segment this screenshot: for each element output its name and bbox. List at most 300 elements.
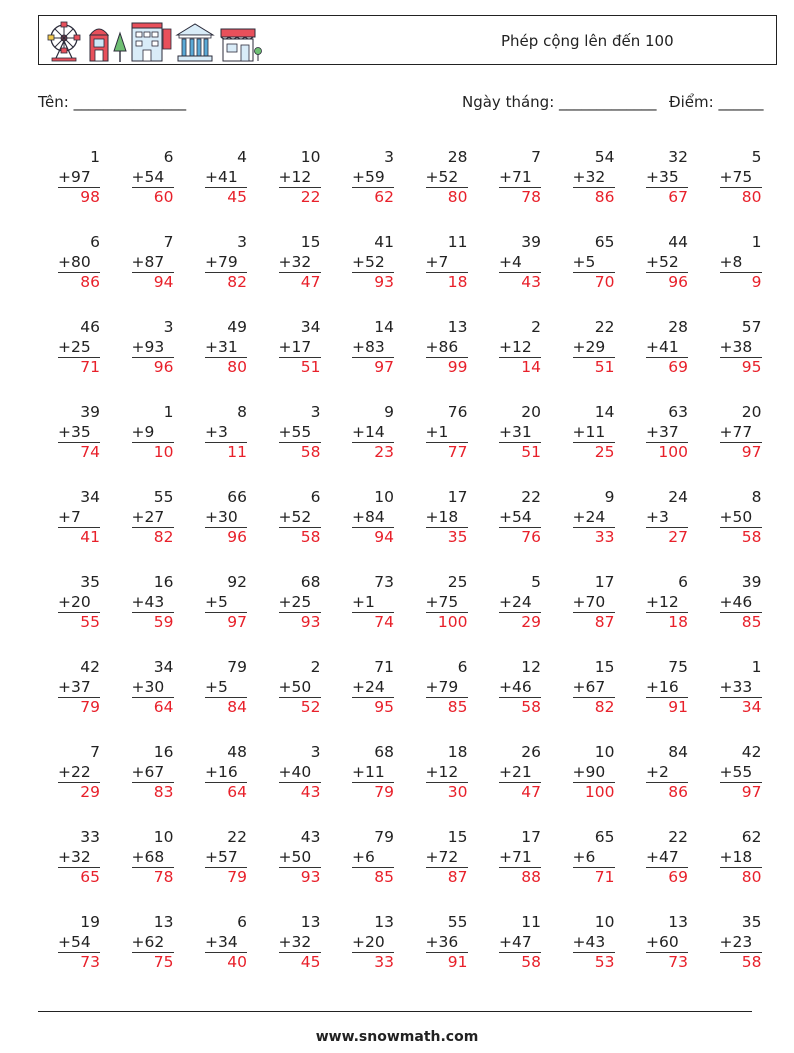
first-addend: 22 [668, 828, 688, 846]
second-addend: +11 [572, 422, 606, 441]
addition-problem [499, 743, 541, 802]
first-addend: 22 [227, 828, 247, 846]
addition-problem [499, 403, 541, 462]
answer-sum: 33 [352, 952, 394, 972]
worksheet-title: Phép cộng lên đến 100 [501, 32, 674, 50]
answer-sum: 94 [352, 527, 394, 547]
first-addend: 16 [153, 743, 174, 761]
second-addend: +3 [646, 507, 669, 526]
addition-problem [646, 233, 688, 292]
second-addend: +93 [131, 337, 165, 356]
addition-problem [58, 148, 100, 207]
answer-sum: 86 [58, 272, 100, 292]
second-addend: +97 [58, 167, 91, 186]
answer-sum: 60 [132, 187, 174, 207]
addition-problem [573, 233, 615, 292]
addition-problem [352, 658, 394, 717]
answer-sum: 52 [279, 697, 321, 717]
problem-row [38, 318, 778, 403]
addition-problem [646, 913, 688, 972]
addition-problem [352, 573, 394, 632]
addition-problem [58, 573, 100, 632]
addition-problem [132, 743, 174, 802]
answer-sum: 99 [426, 357, 468, 377]
first-addend: 14 [594, 403, 615, 421]
addition-problem [426, 318, 468, 377]
first-addend: 62 [741, 828, 762, 846]
addition-problem [426, 233, 468, 292]
answer-sum: 33 [573, 527, 615, 547]
addition-problem [499, 913, 541, 972]
addition-problem [132, 913, 174, 972]
answer-sum: 86 [573, 187, 615, 207]
answer-sum: 79 [205, 867, 247, 887]
answer-sum: 93 [352, 272, 394, 292]
second-addend: +54 [58, 932, 91, 951]
first-addend: 28 [668, 318, 688, 336]
addition-problem [352, 488, 394, 547]
second-addend: +35 [58, 422, 91, 441]
addition-problem [646, 488, 688, 547]
second-addend: +17 [278, 337, 312, 356]
first-addend: 49 [227, 318, 247, 336]
answer-sum: 91 [426, 952, 468, 972]
first-addend: 39 [80, 403, 100, 421]
second-addend: +12 [646, 592, 679, 611]
first-addend: 10 [300, 148, 321, 166]
first-addend: 17 [521, 828, 541, 846]
addition-problem [573, 743, 615, 802]
answer-sum: 95 [352, 697, 394, 717]
answer-sum: 30 [426, 782, 468, 802]
addition-problem [426, 743, 468, 802]
first-addend: 79 [374, 828, 394, 846]
answer-sum: 29 [499, 612, 541, 632]
answer-sum: 51 [279, 357, 321, 377]
first-addend: 12 [521, 658, 541, 676]
first-addend: 57 [741, 318, 762, 336]
answer-sum: 62 [352, 187, 394, 207]
addition-problem [573, 828, 615, 887]
answer-sum: 93 [279, 612, 321, 632]
first-addend: 55 [153, 488, 174, 506]
answer-sum: 74 [352, 612, 394, 632]
problem-row [38, 148, 778, 233]
answer-sum: 84 [205, 697, 247, 717]
problem-grid [38, 148, 778, 998]
second-addend: +75 [425, 592, 459, 611]
first-addend: 26 [521, 743, 541, 761]
addition-problem [573, 403, 615, 462]
first-addend: 92 [227, 573, 247, 591]
second-addend: +40 [278, 762, 312, 781]
addition-problem [646, 828, 688, 887]
answer-sum: 97 [205, 612, 247, 632]
second-addend: +38 [719, 337, 753, 356]
header-icons [43, 19, 263, 63]
second-addend: +25 [278, 592, 312, 611]
first-addend: 39 [521, 233, 541, 251]
addition-problem [279, 828, 321, 887]
second-addend: +54 [499, 507, 532, 526]
first-addend: 35 [741, 913, 762, 931]
answer-sum: 65 [58, 867, 100, 887]
second-addend: +46 [719, 592, 753, 611]
addition-problem [352, 148, 394, 207]
first-addend: 35 [80, 573, 100, 591]
first-addend: 18 [447, 743, 468, 761]
second-addend: +47 [499, 932, 532, 951]
second-addend: +46 [499, 677, 532, 696]
second-addend: +34 [205, 932, 238, 951]
answer-sum: 29 [58, 782, 100, 802]
answer-sum: 47 [279, 272, 321, 292]
addition-problem [573, 318, 615, 377]
second-addend: +41 [646, 337, 679, 356]
addition-problem [352, 828, 394, 887]
answer-sum: 18 [646, 612, 688, 632]
addition-problem [205, 573, 247, 632]
second-addend: +22 [58, 762, 91, 781]
second-addend: +70 [572, 592, 606, 611]
answer-sum: 18 [426, 272, 468, 292]
answer-sum: 83 [132, 782, 174, 802]
first-addend: 8 [237, 403, 247, 421]
addition-problem [499, 148, 541, 207]
answer-sum: 23 [352, 442, 394, 462]
second-addend: +43 [572, 932, 606, 951]
addition-problem [205, 318, 247, 377]
first-addend: 3 [310, 743, 321, 761]
first-addend: 11 [447, 233, 468, 251]
answer-sum: 34 [720, 697, 762, 717]
first-addend: 20 [741, 403, 762, 421]
second-addend: +16 [646, 677, 679, 696]
second-addend: +5 [572, 252, 596, 271]
first-addend: 10 [374, 488, 394, 506]
answer-sum: 78 [499, 187, 541, 207]
apartment-building-icon [129, 19, 173, 63]
addition-problem [279, 658, 321, 717]
date-field-label: Ngày tháng: _____________ [462, 93, 657, 111]
first-addend: 68 [374, 743, 394, 761]
answer-sum: 22 [279, 187, 321, 207]
ferris-wheel-icon [43, 21, 85, 63]
first-addend: 43 [300, 828, 321, 846]
addition-problem [279, 148, 321, 207]
addition-problem [132, 403, 174, 462]
addition-problem [499, 233, 541, 292]
answer-sum: 64 [205, 782, 247, 802]
second-addend: +5 [205, 592, 228, 611]
second-addend: +2 [646, 762, 669, 781]
first-addend: 34 [300, 318, 321, 336]
footer-website: www.snowmath.com [315, 1029, 479, 1045]
addition-problem [426, 403, 468, 462]
addition-problem [352, 913, 394, 972]
addition-problem [499, 658, 541, 717]
first-addend: 3 [237, 233, 247, 251]
first-addend: 7 [531, 148, 541, 166]
answer-sum: 85 [720, 612, 762, 632]
problem-row [38, 488, 778, 573]
red-booth-icon [87, 23, 111, 63]
addition-problem [58, 743, 100, 802]
second-addend: +9 [131, 422, 155, 441]
second-addend: +84 [352, 507, 385, 526]
second-addend: +23 [719, 932, 753, 951]
addition-problem [720, 233, 762, 292]
problem-row [38, 573, 778, 658]
answer-sum: 85 [352, 867, 394, 887]
addition-problem [58, 913, 100, 972]
addition-problem [646, 318, 688, 377]
first-addend: 3 [163, 318, 174, 336]
first-addend: 3 [310, 403, 321, 421]
problem-row [38, 233, 778, 318]
score-field-label: Điểm: ______ [669, 93, 764, 111]
addition-problem [279, 403, 321, 462]
second-addend: +32 [278, 932, 312, 951]
addition-problem [132, 658, 174, 717]
first-addend: 79 [227, 658, 247, 676]
answer-sum: 58 [720, 952, 762, 972]
addition-problem [205, 148, 247, 207]
answer-sum: 53 [573, 952, 615, 972]
addition-problem [205, 913, 247, 972]
first-addend: 68 [300, 573, 321, 591]
addition-problem [205, 658, 247, 717]
name-field-label: Tên: _______________ [38, 93, 187, 111]
answer-sum: 51 [573, 357, 615, 377]
answer-sum: 82 [205, 272, 247, 292]
addition-problem [720, 913, 762, 972]
second-addend: +5 [205, 677, 228, 696]
worksheet-header [38, 15, 777, 65]
answer-sum: 79 [352, 782, 394, 802]
first-addend: 6 [457, 658, 468, 676]
answer-sum: 91 [646, 697, 688, 717]
second-addend: +33 [719, 677, 753, 696]
addition-problem [573, 913, 615, 972]
first-addend: 22 [521, 488, 541, 506]
answer-sum: 87 [573, 612, 615, 632]
addition-problem [573, 658, 615, 717]
answer-sum: 55 [58, 612, 100, 632]
second-addend: +75 [719, 167, 753, 186]
second-addend: +37 [646, 422, 679, 441]
first-addend: 10 [153, 828, 174, 846]
addition-problem [720, 318, 762, 377]
first-addend: 10 [594, 913, 615, 931]
first-addend: 6 [90, 233, 100, 251]
second-addend: +6 [352, 847, 375, 866]
answer-sum: 85 [426, 697, 468, 717]
answer-sum: 97 [352, 357, 394, 377]
first-addend: 15 [300, 233, 321, 251]
addition-problem [279, 488, 321, 547]
first-addend: 55 [447, 913, 468, 931]
answer-sum: 82 [132, 527, 174, 547]
addition-problem [205, 403, 247, 462]
first-addend: 9 [384, 403, 394, 421]
second-addend: +52 [278, 507, 312, 526]
second-addend: +30 [131, 677, 165, 696]
first-addend: 39 [741, 573, 762, 591]
answer-sum: 96 [205, 527, 247, 547]
answer-sum: 80 [426, 187, 468, 207]
answer-sum: 59 [132, 612, 174, 632]
first-addend: 48 [227, 743, 247, 761]
addition-problem [426, 148, 468, 207]
first-addend: 25 [447, 573, 468, 591]
second-addend: +55 [719, 762, 753, 781]
first-addend: 13 [668, 913, 688, 931]
second-addend: +79 [425, 677, 459, 696]
addition-problem [720, 573, 762, 632]
first-addend: 46 [80, 318, 100, 336]
answer-sum: 86 [646, 782, 688, 802]
first-addend: 84 [668, 743, 688, 761]
addition-problem [132, 233, 174, 292]
first-addend: 6 [310, 488, 321, 506]
answer-sum: 14 [499, 357, 541, 377]
second-addend: +7 [58, 507, 81, 526]
second-addend: +29 [572, 337, 606, 356]
answer-sum: 64 [132, 697, 174, 717]
second-addend: +43 [131, 592, 165, 611]
answer-sum: 58 [499, 697, 541, 717]
answer-sum: 82 [573, 697, 615, 717]
first-addend: 65 [594, 233, 615, 251]
answer-sum: 58 [720, 527, 762, 547]
addition-problem [646, 658, 688, 717]
answer-sum: 78 [132, 867, 174, 887]
second-addend: +11 [352, 762, 385, 781]
addition-problem [279, 913, 321, 972]
first-addend: 1 [90, 148, 100, 166]
addition-problem [426, 658, 468, 717]
bank-building-icon [175, 21, 215, 63]
footer-divider [38, 1011, 752, 1012]
answer-sum: 11 [205, 442, 247, 462]
second-addend: +35 [646, 167, 679, 186]
problem-row [38, 913, 778, 998]
addition-problem [720, 743, 762, 802]
answer-sum: 97 [720, 782, 762, 802]
first-addend: 9 [604, 488, 615, 506]
first-addend: 2 [531, 318, 541, 336]
first-addend: 75 [668, 658, 688, 676]
addition-problem [573, 148, 615, 207]
second-addend: +12 [425, 762, 459, 781]
first-addend: 11 [521, 913, 541, 931]
answer-sum: 80 [720, 187, 762, 207]
second-addend: +50 [278, 847, 312, 866]
addition-problem [646, 743, 688, 802]
second-addend: +57 [205, 847, 238, 866]
answer-sum: 58 [279, 442, 321, 462]
addition-problem [132, 488, 174, 547]
answer-sum: 41 [58, 527, 100, 547]
addition-problem [58, 828, 100, 887]
problem-row [38, 403, 778, 488]
first-addend: 63 [668, 403, 688, 421]
addition-problem [499, 828, 541, 887]
first-addend: 44 [668, 233, 688, 251]
second-addend: +41 [205, 167, 238, 186]
answer-sum: 97 [720, 442, 762, 462]
answer-sum: 40 [205, 952, 247, 972]
answer-sum: 67 [646, 187, 688, 207]
second-addend: +50 [719, 507, 753, 526]
second-addend: +24 [572, 507, 606, 526]
first-addend: 2 [310, 658, 321, 676]
first-addend: 54 [594, 148, 615, 166]
second-addend: +24 [352, 677, 385, 696]
second-addend: +20 [352, 932, 385, 951]
first-addend: 13 [374, 913, 394, 931]
answer-sum: 69 [646, 357, 688, 377]
answer-sum: 88 [499, 867, 541, 887]
second-addend: +50 [278, 677, 312, 696]
second-addend: +3 [205, 422, 228, 441]
addition-problem [279, 233, 321, 292]
addition-problem [499, 318, 541, 377]
answer-sum: 35 [426, 527, 468, 547]
answer-sum: 80 [720, 867, 762, 887]
addition-problem [426, 828, 468, 887]
first-addend: 42 [741, 743, 762, 761]
first-addend: 34 [80, 488, 100, 506]
first-addend: 17 [594, 573, 615, 591]
second-addend: +14 [352, 422, 385, 441]
second-addend: +52 [352, 252, 385, 271]
addition-problem [573, 488, 615, 547]
answer-sum: 71 [573, 867, 615, 887]
second-addend: +52 [646, 252, 679, 271]
answer-sum: 10 [132, 442, 174, 462]
addition-problem [205, 488, 247, 547]
first-addend: 10 [594, 743, 615, 761]
addition-problem [646, 573, 688, 632]
second-addend: +12 [278, 167, 312, 186]
first-addend: 34 [153, 658, 174, 676]
second-addend: +18 [719, 847, 753, 866]
answer-sum: 58 [499, 952, 541, 972]
answer-sum: 98 [58, 187, 100, 207]
addition-problem [132, 148, 174, 207]
first-addend: 65 [594, 828, 615, 846]
first-addend: 42 [80, 658, 100, 676]
addition-problem [205, 743, 247, 802]
first-addend: 1 [751, 658, 762, 676]
second-addend: +32 [58, 847, 91, 866]
second-addend: +72 [425, 847, 459, 866]
addition-problem [499, 488, 541, 547]
answer-sum: 76 [499, 527, 541, 547]
first-addend: 41 [374, 233, 394, 251]
addition-problem [352, 318, 394, 377]
second-addend: +30 [205, 507, 238, 526]
first-addend: 15 [447, 828, 468, 846]
addition-problem [352, 233, 394, 292]
answer-sum: 95 [720, 357, 762, 377]
second-addend: +83 [352, 337, 385, 356]
first-addend: 8 [751, 488, 762, 506]
answer-sum: 9 [720, 272, 762, 292]
first-addend: 5 [751, 148, 762, 166]
